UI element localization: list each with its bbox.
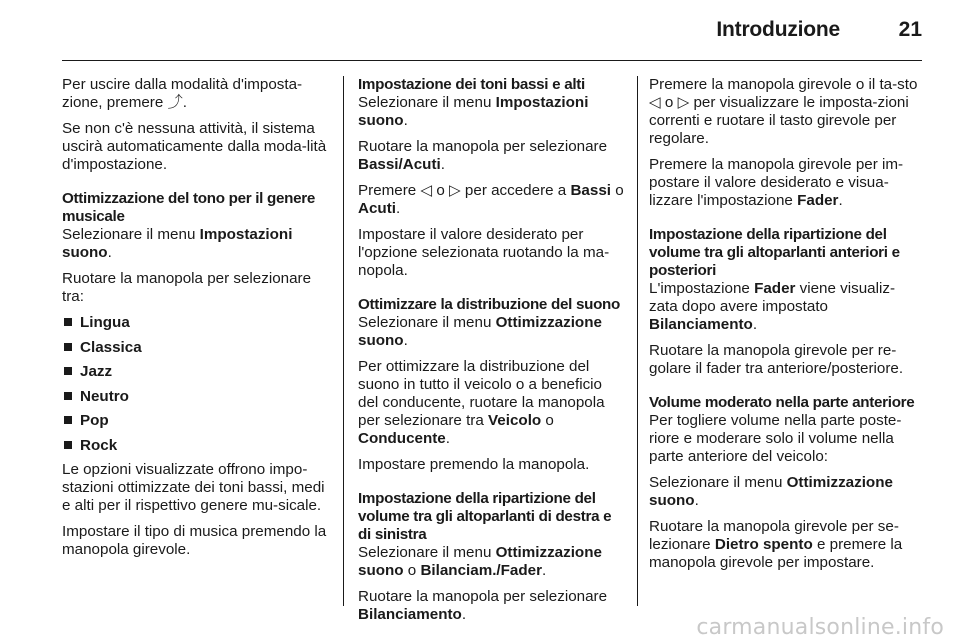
text: . <box>694 492 699 509</box>
column-3 <box>649 76 919 580</box>
header-divider <box>62 60 922 61</box>
paragraph: Impostare premendo la manopola. <box>358 456 590 473</box>
text: Premere la manopola girevole per im-postare il valore desiderato e visua-lizzare l'impostazione <box>649 156 904 209</box>
section-heading: Impostazione della ripartizione del volume tra gli altoparlanti di destra e di sinistra <box>358 490 612 543</box>
text: L'impostazione <box>649 280 755 297</box>
text: . <box>403 112 408 129</box>
menu-name: Bassi/Acuti <box>358 156 441 173</box>
menu-name: Bilanciam./Fader <box>420 562 542 579</box>
text: Ruotare la manopola per selezionare <box>358 588 608 605</box>
option-label: Classica <box>80 338 142 356</box>
menu-name: Impostazioni suono <box>358 94 589 129</box>
menu-name: Ottimizzazione suono <box>649 474 893 509</box>
bullet-square-icon <box>64 441 72 449</box>
section-heading: Volume moderato nella parte anteriore <box>649 394 915 411</box>
menu-name: Acuti <box>358 200 396 217</box>
back-icon: ⤴ <box>167 94 183 111</box>
text: . <box>838 192 843 209</box>
paragraph <box>62 76 328 112</box>
paragraph: Se non c'è nessuna attività, il sistema uscirà automaticamente dalla moda-lità d'impostazione. <box>62 120 327 173</box>
paragraph <box>649 518 919 572</box>
menu-name: Veicolo <box>488 412 542 429</box>
paragraph <box>62 226 328 262</box>
menu-name: Bilanciamento <box>358 606 462 623</box>
text: Selezionare il menu <box>358 544 496 561</box>
list-item <box>62 339 328 357</box>
text: . <box>107 244 112 261</box>
menu-name: Ottimizzazione suono <box>358 314 602 349</box>
text: . <box>395 200 401 217</box>
paragraph: Ruotare la manopola per selezionare tra: <box>62 270 312 305</box>
bullet-square-icon <box>64 343 72 351</box>
option-label: Jazz <box>80 363 113 380</box>
text: Ruotare la manopola girevole per se-lezionare <box>649 518 899 553</box>
text: Per uscire dalla modalità d'imposta-zione, premere <box>62 76 303 111</box>
list-item <box>62 388 328 406</box>
section-heading: Impostazione della ripartizione del volume tra gli altoparlanti anteriori e posteriori <box>649 226 900 279</box>
menu-name: Fader <box>797 192 839 209</box>
section-heading: Ottimizzazione del tono per il genere musicale <box>62 190 316 225</box>
watermark: carmanualsonline.info <box>696 615 944 640</box>
text: o <box>611 182 624 199</box>
paragraph <box>358 94 625 130</box>
menu-name: Conducente <box>358 430 446 447</box>
paragraph <box>649 156 919 210</box>
page-number: 21 <box>898 18 922 41</box>
menu-name: Impostazioni suono <box>62 226 293 261</box>
text: Selezionare il menu <box>358 94 496 111</box>
menu-name: Fader <box>754 280 796 297</box>
section-heading: Impostazione dei toni bassi e alti <box>358 76 585 93</box>
menu-name: Ottimizzazione suono <box>358 544 602 579</box>
bullet-square-icon <box>64 392 72 400</box>
column-divider-2 <box>637 76 638 606</box>
text: o <box>541 412 554 429</box>
text: e premere la manopola girevole per impostare. <box>649 536 903 571</box>
option-label: Lingua <box>80 314 130 331</box>
paragraph: Premere la manopola girevole o il ta-sto ◁ o ▷ per visualizzare le imposta-zioni correnti e ruotare il tasto girevole per regolare. <box>649 76 918 147</box>
text: Selezionare il menu <box>358 314 496 331</box>
paragraph <box>358 314 625 350</box>
bullet-square-icon <box>64 416 72 424</box>
paragraph <box>358 588 625 624</box>
text: Premere ◁ o ▷ per accedere a <box>358 182 571 199</box>
text: . <box>461 606 467 623</box>
paragraph: Le opzioni visualizzate offrono impo-stazioni ottimizzate dei toni bassi, medi e alti per il rispettivo genere mu-sicale. <box>62 461 325 514</box>
list-item <box>62 314 328 332</box>
paragraph: Ruotare la manopola girevole per re-golare il fader tra anteriore/posteriore. <box>649 342 904 377</box>
column-2 <box>358 76 625 632</box>
menu-name: Bassi <box>570 182 611 199</box>
paragraph <box>358 138 625 174</box>
page-title: Introduzione <box>716 18 840 41</box>
section-heading: Ottimizzare la distribuzione del suono <box>358 296 621 313</box>
list-item <box>62 363 328 381</box>
text: viene visualiz-zata dopo avere impostato <box>649 280 896 315</box>
text: . <box>542 562 547 579</box>
text: Selezionare il menu <box>62 226 200 243</box>
bullet-square-icon <box>64 318 72 326</box>
option-label: Pop <box>80 412 109 429</box>
genre-option-list <box>62 314 328 455</box>
text: Ruotare la manopola per selezionare <box>358 138 608 155</box>
list-item <box>62 412 328 430</box>
paragraph <box>649 280 919 334</box>
paragraph <box>358 182 625 218</box>
list-item <box>62 437 328 455</box>
text: Selezionare il menu <box>649 474 787 491</box>
paragraph: Per togliere volume nella parte poste-riore e moderare solo il volume nella parte anteriore del veicolo: <box>649 412 902 465</box>
bullet-square-icon <box>64 367 72 375</box>
text: o <box>403 562 421 579</box>
option-label: Neutro <box>80 387 129 405</box>
paragraph: Impostare il tipo di musica premendo la manopola girevole. <box>62 523 327 558</box>
text: . <box>440 156 445 173</box>
paragraph: Impostare il valore desiderato per l'opzione selezionata ruotando la ma-nopola. <box>358 226 610 279</box>
column-divider-1 <box>343 76 344 606</box>
paragraph <box>649 474 919 510</box>
option-label: Rock <box>80 436 118 454</box>
menu-name: Bilanciamento <box>649 316 753 333</box>
text: . <box>445 430 450 447</box>
text: Per ottimizzare la distribuzione del suono in tutto il veicolo o a beneficio del conducente, ruotare la manopola per selezionare tra <box>358 358 605 429</box>
text: . <box>403 332 408 349</box>
text: . <box>182 94 187 111</box>
paragraph <box>358 358 625 448</box>
column-1 <box>62 76 328 567</box>
text: . <box>752 316 758 333</box>
menu-name: Dietro spento <box>714 536 813 553</box>
paragraph <box>358 544 625 580</box>
